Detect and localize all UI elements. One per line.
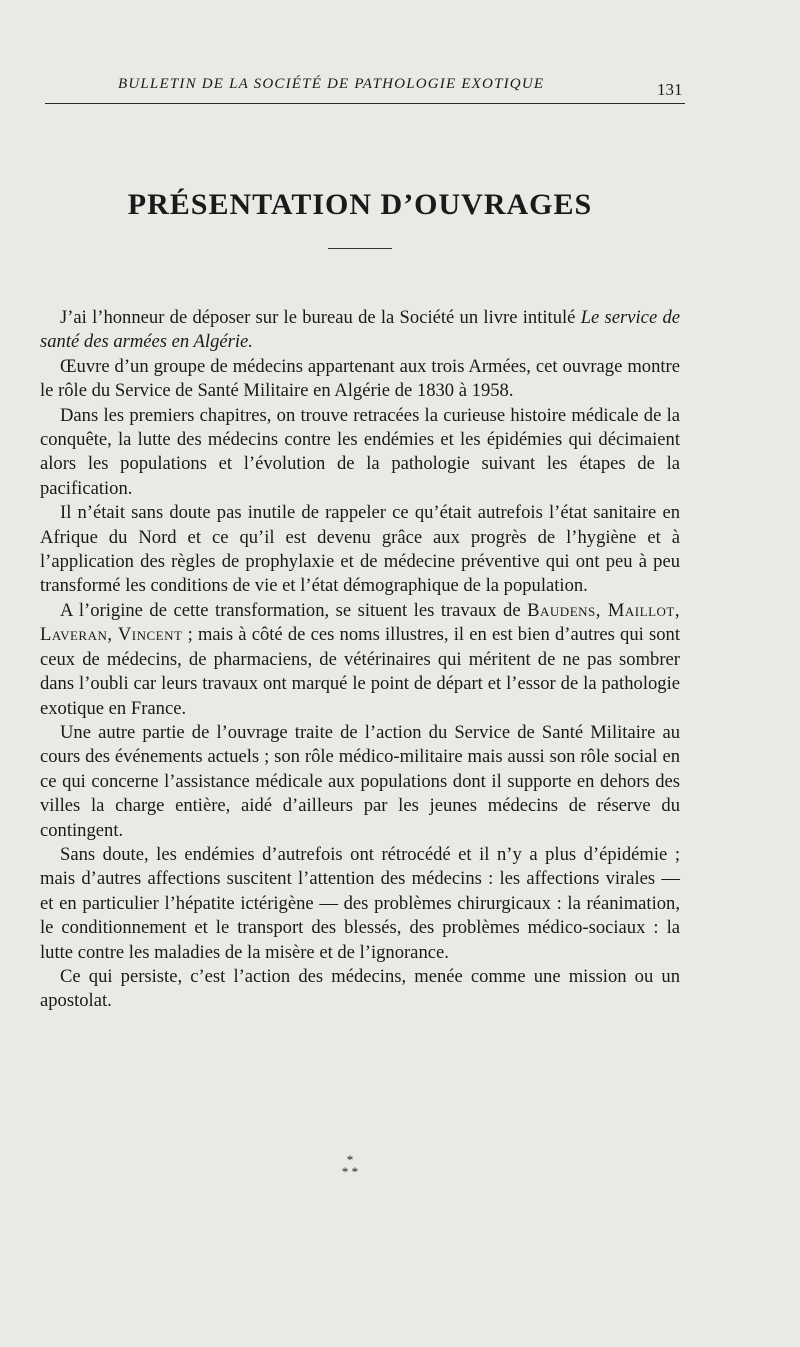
paragraph-3: Dans les premiers chapitres, on trouve retracées la curieuse histoire médicale de la conquête, la lutte des médecins contre les endémies et les épidémies qui décimaient alors les populations et l’évolution de la pathologie suivant les étapes de la pacification. <box>40 404 680 499</box>
paragraph-8: Ce qui persiste, c’est l’action des médecins, menée comme une mission ou un apostolat. <box>40 965 680 1012</box>
paragraph-5-rest: ; mais à côté de ces noms illustres, il en est bien d’autres qui sont ceux de médecins, de pharmaciens, de vétérinaires qui méritent de ne pas sombrer dans l’oubli car leurs travaux ont marqué le point de départ et l’essor de la pathologie exotique en France. <box>40 624 680 719</box>
asterism-bottom: * * <box>341 1164 359 1179</box>
paragraph-1-intro: J’ai l’honneur de déposer sur le bureau de la Société un livre intitulé <box>60 307 576 328</box>
paragraph-4: Il n’était sans doute pas inutile de rappeler ce qu’était autrefois l’état sanitaire en Afrique du Nord et ce qu’il est devenu grâce aux progrès de l’hygiène et à l’application des règles de prophylaxie et de médecine préventive qui ont peu à peu transformé les conditions de vie et l’état démographique de la population. <box>40 502 680 597</box>
header-rule <box>45 103 685 104</box>
paragraph-5 <box>40 599 680 721</box>
section-title: PRÉSENTATION D’OUVRAGES <box>127 188 593 221</box>
author-names: Baudens, Maillot, Laveran, Vincent <box>40 599 680 646</box>
asterism-top: * <box>346 1152 354 1167</box>
body-text <box>40 306 680 1014</box>
paragraph-7: Sans doute, les endémies d’autrefois ont rétrocédé et il n’y a plus d’épidémie ; mais d’autres affections suscitent l’attention des médecins : les affections virales — et en particulier l’hépatite ictérigène — des problèmes chirurgicaux : la réanimation, le conditionnement et le transport des blessés, des problèmes médico-sociaux : la lutte contre les maladies de la misère et de l’ignorance. <box>40 843 680 963</box>
page-number: 131 <box>657 80 683 99</box>
paragraph-6: Une autre partie de l’ouvrage traite de l’action du Service de Santé Militaire au cours des événements actuels ; son rôle médico-militaire mais aussi son rôle social en ce qui concerne l’assistance médicale aux populations dont il supporte en dehors des villes la charge entière, aidé d’ailleurs par les jeunes médecins de réserve du contingent. <box>40 721 680 841</box>
paragraph-2: Œuvre d’un groupe de médecins appartenant aux trois Armées, cet ouvrage montre le rôle du Service de Santé Militaire en Algérie de 1830 à 1958. <box>40 355 680 402</box>
asterism-ornament <box>320 1154 380 1178</box>
paragraph-5-start: A l’origine de cette transformation, se situent les travaux de <box>60 599 521 621</box>
title-rule <box>328 248 392 249</box>
paragraph-1 <box>40 306 680 355</box>
running-head: BULLETIN DE LA SOCIÉTÉ DE PATHOLOGIE EXOTIQUE <box>118 76 545 92</box>
book-title: Le service de santé des armées en Algérie. <box>40 307 681 353</box>
